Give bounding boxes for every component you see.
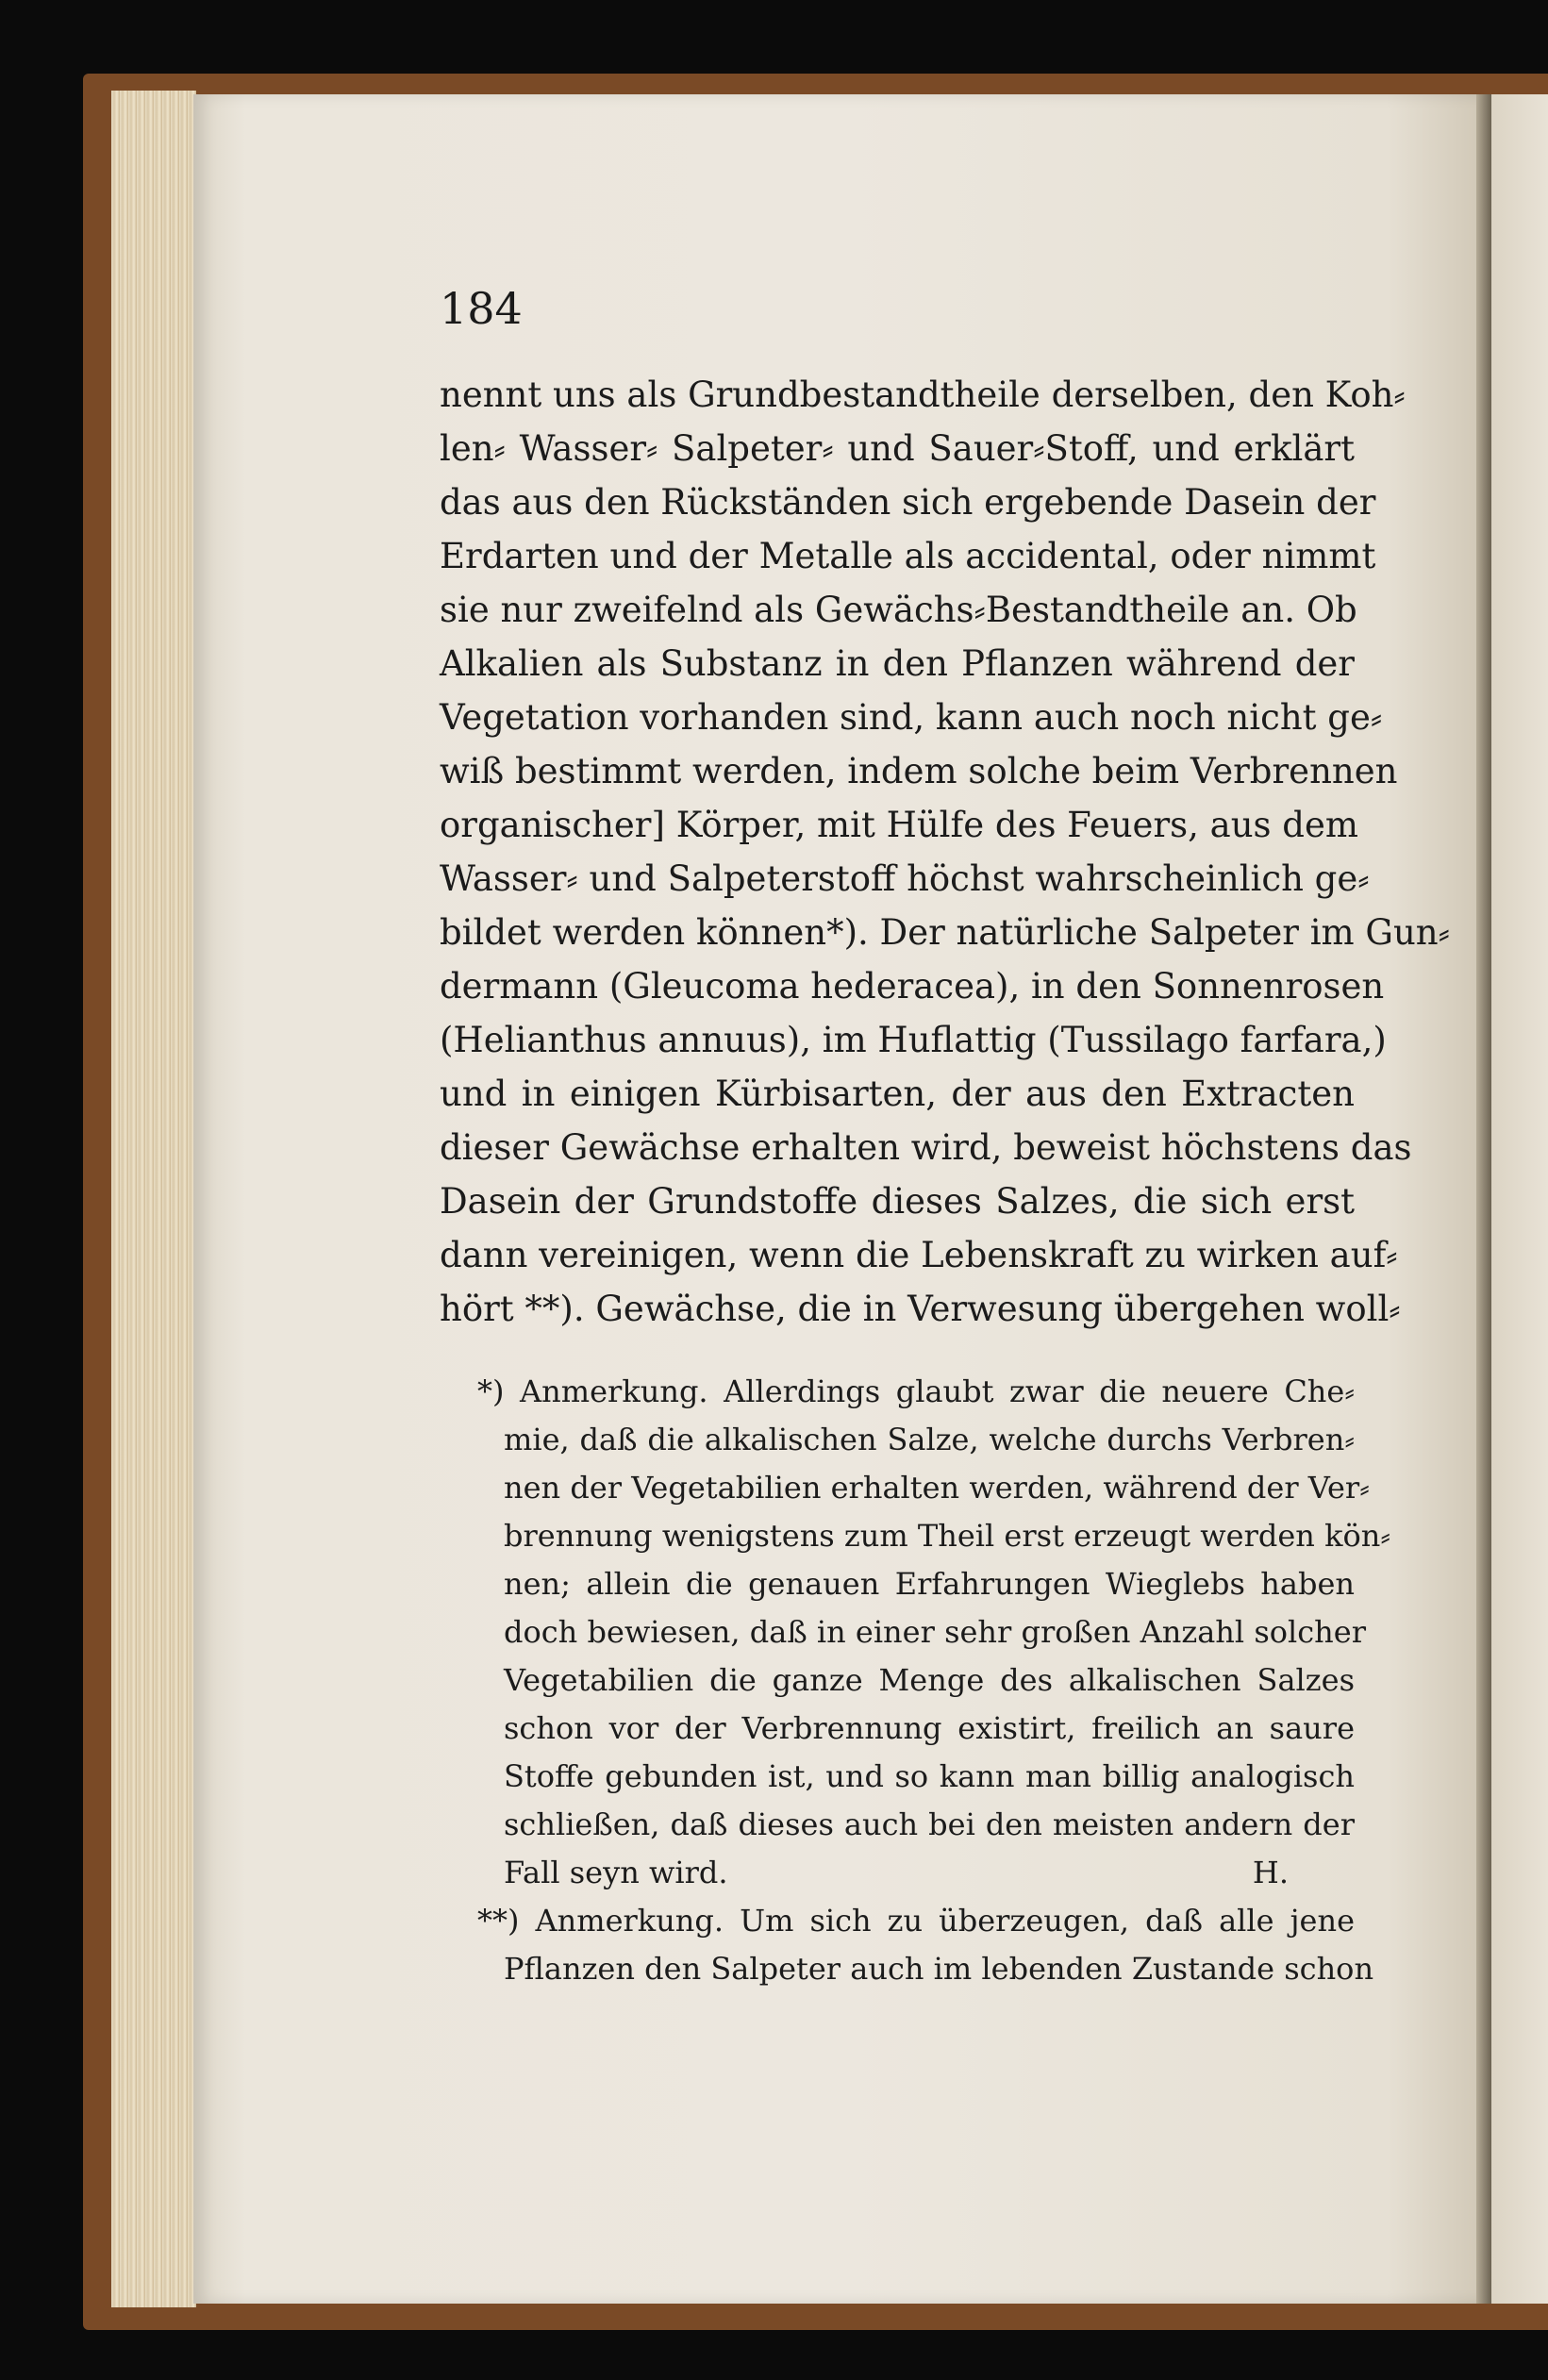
page-gutter	[1476, 94, 1491, 2304]
footnote-line: Vegetabilien die ganze Menge des alkalischen Salzes	[504, 1662, 1355, 1698]
text-line: dermann (Gleucoma hederacea), in den Sonnenrosen	[440, 966, 1385, 1007]
text-line: Vegetation vorhanden sind, kann auch noch nicht ge⸗	[440, 697, 1383, 738]
footnote-line: Stoffe gebunden ist, und so kann man billig analogisch	[504, 1758, 1355, 1794]
text-line: dieser Gewächse erhalten wird, beweist höchstens das	[440, 1127, 1412, 1168]
main-text-block	[440, 368, 1450, 1336]
footnote-final-line	[440, 1849, 1355, 1897]
text-line: organischer] Körper, mit Hülfe des Feuers, aus dem	[440, 805, 1358, 845]
text-line: und in einigen Kürbisarten, der aus den Extracten	[440, 1073, 1355, 1114]
footnote-line: nen; allein die genauen Erfahrungen Wieglebs haben	[504, 1566, 1355, 1602]
footnote-signature: H.	[1252, 1855, 1289, 1890]
page-edges	[111, 91, 196, 2307]
text-line: dann vereinigen, wenn die Lebenskraft zu wirken auf⸗	[440, 1235, 1398, 1275]
text-line: Alkalien als Substanz in den Pflanzen während der	[440, 643, 1355, 684]
text-line: len⸗ Wasser⸗ Salpeter⸗ und Sauer⸗Stoff, und erklärt	[440, 428, 1355, 469]
footnotes-block	[440, 1368, 1390, 1993]
footnote-final-text: Fall seyn wird.	[504, 1855, 728, 1890]
footnote-line: schließen, daß dieses auch bei den meisten andern der	[504, 1806, 1355, 1842]
text-line: (Helianthus annuus), im Huflattig (Tussilago farfara,)	[440, 1020, 1387, 1060]
text-line: sie nur zweifelnd als Gewächs⸗Bestandtheile an. Ob	[440, 590, 1357, 630]
text-line: hört **). Gewächse, die in Verwesung übergehen woll⸗	[440, 1289, 1401, 1329]
text-line: bildet werden können*). Der natürliche Salpeter im Gun⸗	[440, 912, 1450, 953]
footnote-line: mie, daß die alkalischen Salze, welche durchs Verbren⸗	[504, 1422, 1355, 1457]
facing-page-edge	[1491, 94, 1548, 2304]
text-line: nennt uns als Grundbestandtheile derselben, den Koh⸗	[440, 374, 1406, 415]
footnote-line: Pflanzen den Salpeter auch im lebenden Zustande schon	[504, 1951, 1374, 1987]
footnote-line: doch bewiesen, daß in einer sehr großen Anzahl solcher	[504, 1614, 1366, 1650]
text-line: das aus den Rückständen sich ergebende Dasein der	[440, 482, 1376, 523]
page-number: 184	[440, 283, 523, 334]
footnote-line: *) Anmerkung. Allerdings glaubt zwar die neuere Che⸗	[477, 1373, 1355, 1409]
text-line: Erdarten und der Metalle als accidental, oder nimmt	[440, 536, 1376, 576]
text-line: Dasein der Grundstoffe dieses Salzes, die sich erst	[440, 1181, 1355, 1222]
text-line: Wasser⸗ und Salpeterstoff höchst wahrscheinlich ge⸗	[440, 858, 1370, 899]
footnote-line: schon vor der Verbrennung existirt, freilich an saure	[504, 1710, 1355, 1746]
text-line: wiß bestimmt werden, indem solche beim Verbrennen	[440, 751, 1398, 791]
footnote-line: brennung wenigstens zum Theil erst erzeugt werden kön⸗	[504, 1518, 1390, 1554]
footnote-line: nen der Vegetabilien erhalten werden, während der Ver⸗	[504, 1470, 1370, 1506]
footnote-line: **) Anmerkung. Um sich zu überzeugen, daß alle jene	[477, 1903, 1355, 1939]
